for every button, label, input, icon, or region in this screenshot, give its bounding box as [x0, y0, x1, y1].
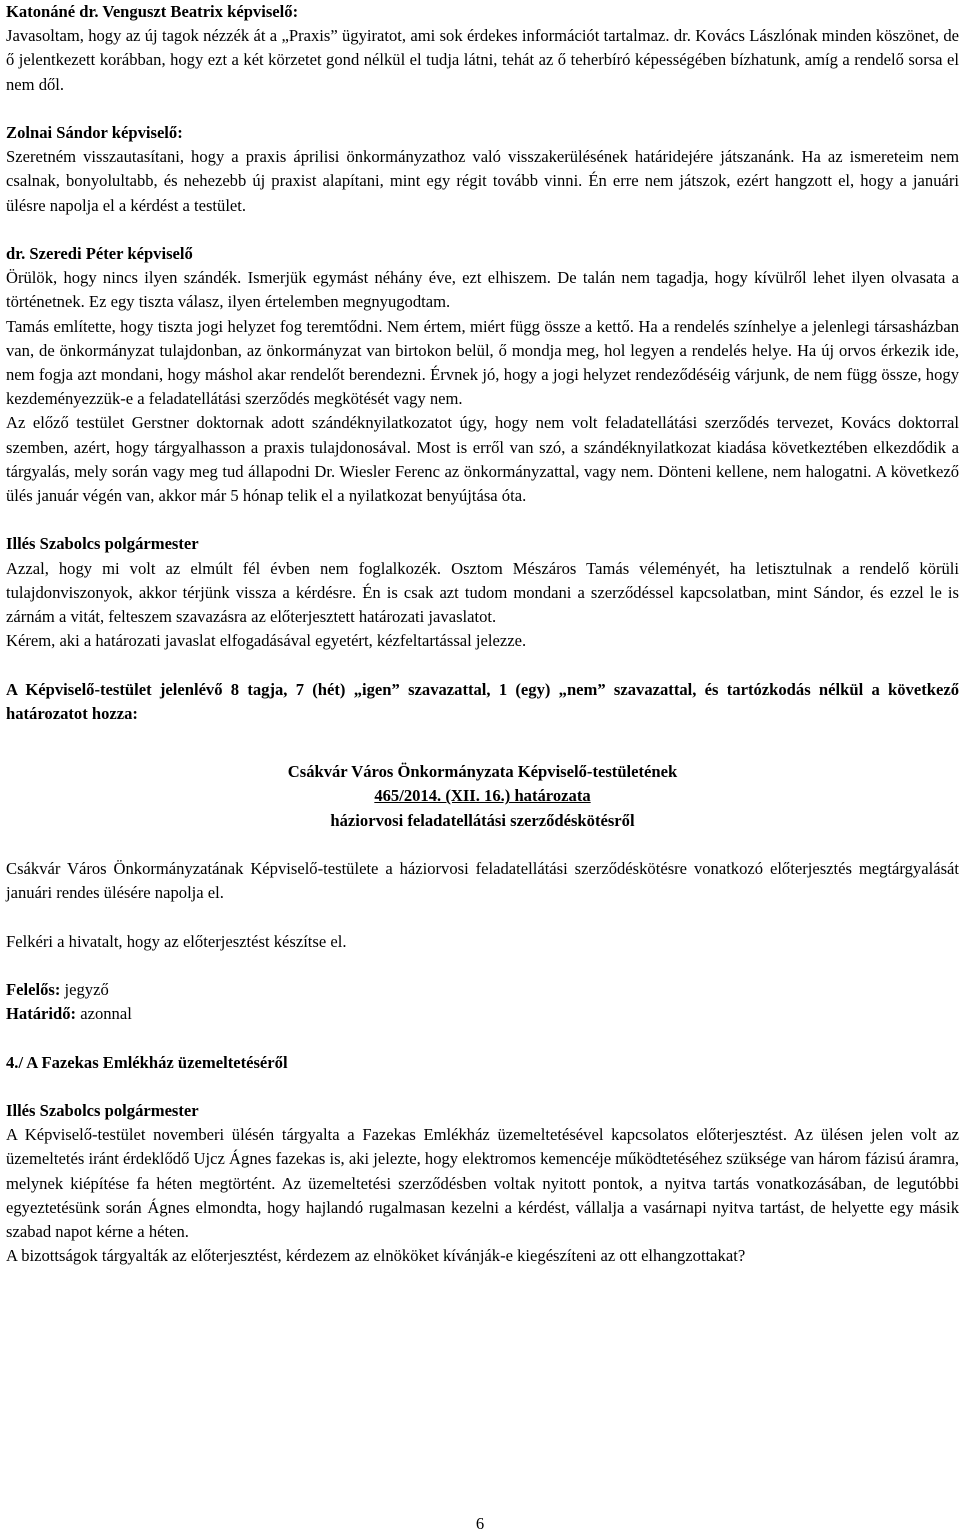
field-value: jegyző	[60, 980, 109, 999]
field-value: azonnal	[76, 1004, 132, 1024]
resolution-title: háziorvosi feladatellátási szerződéskötésről	[330, 810, 635, 830]
spacer	[6, 1075, 959, 1099]
paragraph: Csákvár Város Önkormányzatának Képviselő-testülete a háziorvosi feladatellátási szerződéskötésre vonatkozó előterjesztés megtárgyalását januári rendes ülésére napolja el.	[6, 859, 959, 903]
speaker-heading: Illés Szabolcs polgármester	[6, 534, 199, 554]
spacer	[6, 653, 959, 677]
spacer	[6, 905, 959, 929]
paragraph: A bizottságok tárgyalták az előterjesztést, kérdezem az elnököket kívánják-e kiegészíteni az ott elhangzottakat?	[6, 1246, 746, 1266]
labeled-line	[6, 978, 959, 1002]
speaker-heading: 4./ A Fazekas Emlékház üzemeltetéséről	[6, 1052, 288, 1072]
paragraph: Javasoltam, hogy az új tagok nézzék át a „Praxis” ügyiratot, ami sok érdekes információt tartalmaz. dr. Kovács Lászlónak minden köszönet, de ő jelentkezett korábban, hogy ezt a két körzetet gond nélkül el tudja látni, tehát az ő teherbíró képességében bízhatunk, amíg a rendelő sorsa el nem dől.	[6, 26, 959, 94]
spacer	[6, 1026, 959, 1050]
spacer	[6, 726, 959, 750]
spacer	[6, 833, 959, 857]
speaker-heading: Zolnai Sándor képviselő:	[6, 123, 183, 142]
document-page	[6, 0, 959, 1268]
paragraph: Kérem, aki a határozati javaslat elfogadásával egyetért, kézfeltartással jelezze.	[6, 631, 527, 651]
spacer	[6, 218, 959, 242]
spacer	[6, 508, 959, 532]
paragraph: A Képviselő-testület novemberi ülésén tárgyalta a Fazekas Emlékház üzemeltetésével kapcsolatos előterjesztést. Az ülésen jelen volt az üzemeltetés iránt érdeklődő Ujcz Ágnes fazekas is, aki jelezte, hogy elektromos kemencéje működtetéséhez szüksége van három fázisú áramra, melynek kiépítése fa héten megtörtént. Az üzemeltetési szerződésben voltak nyitott pontok, a nyitva tartás vonatkozásában, de legutóbbi egyeztetésünk során Ágnes elmondta, hogy hajlandó rugalmasan kezelni a kérdést, vállalja a vasárnapi nyitva tartást, de helyette egy másik szabad napot kérne a héten.	[6, 1125, 959, 1241]
field-label: Felelős:	[6, 980, 61, 999]
resolution-number: 465/2014. (XII. 16.) határozata	[374, 786, 591, 806]
speaker-heading: Katonáné dr. Venguszt Beatrix képviselő:	[6, 2, 299, 21]
field-label: Határidő:	[6, 1004, 77, 1024]
resolution-number-line	[6, 784, 959, 808]
resolution-title: Csákvár Város Önkormányzata Képviselő-testületének	[287, 762, 678, 782]
vote-result-paragraph: A Képviselő-testület jelenlévő 8 tagja, 7 (hét) „igen” szavazattal, 1 (egy) „nem” szavazattal, és tartózkodás nélkül a következő határozatot hozza:	[6, 679, 959, 723]
paragraph: Örülök, hogy nincs ilyen szándék. Ismerjük egymást néhány éve, ezt elhiszem. De talán nem tagadja, hogy kívülről lehet ilyen olvasata a történetnek. Ez egy tiszta válasz, ilyen értelemben megnyugodtam.	[6, 268, 959, 312]
document-body	[6, 0, 959, 1268]
page-number: 6	[475, 1514, 485, 1533]
paragraph: Felkéri a hivatalt, hogy az előterjesztést készítse el.	[6, 931, 347, 951]
spacer	[6, 954, 959, 978]
speaker-heading: dr. Szeredi Péter képviselő	[6, 244, 193, 263]
paragraph: Az előző testület Gerstner doktornak adott szándéknyilatkozatot úgy, hogy nem volt feladatellátási szerződés tervezet, Kovács doktorral szemben, azért, hogy tárgyalhasson a praxis tulajdonosával. Most is erről van szó, a szándéknyilatkozat kiadása következtében elkezdődik a tárgyalás, mely során vagy meg tud állapodni Dr. Wiesler Ferenc az önkormányzattal, vagy nem. Dönteni kellene, nem halogatni. A következő ülés január végén van, akkor már 5 hónap telik el a nyilatkozat benyújtása óta.	[6, 413, 959, 506]
paragraph: Azzal, hogy mi volt az elmúlt fél évben nem foglalkozék. Osztom Mészáros Tamás véleményét, ha letisztulnak a rendelő körüli tulajdonviszonyok, akkor térjünk vissza a kérdésre. Én is csak azt tudom mondani a szerződéssel kapcsolatban, mint Sándor, és ezzel le is zárnám a vitát, felteszem szavazásra az előterjesztett határozati javaslatot.	[6, 558, 959, 627]
paragraph: Tamás említette, hogy tiszta jogi helyzet fog teremtődni. Nem értem, miért függ össze a kettő. Ha a rendelés színhelye a jelenlegi társasházban van, de önkormányzat tulajdonban, az önkormányzat van birtokon belül, ő mondja meg, hol legyen a rendelés helye. Ha új orvos érkezik ide, nem fogja azt mondani, hogy máshol akar rendelőt berendezni. Érvnek jó, hogy a jogi helyzet rendeződéséig várjunk, de nem függ össze, hogy kezdeményezzük-e a feladatellátási szerződés megkötését vagy nem.	[6, 316, 959, 409]
speaker-heading: Illés Szabolcs polgármester	[6, 1100, 199, 1120]
paragraph: Szeretném visszautasítani, hogy a praxis áprilisi önkormányzathoz való visszakerülésének határidejére játszanánk. Ha az ismereteim nem csalnak, bonyolultabb, és nehezebb új praxist alapítani, mint egy régit tovább vinni. Én erre nem játszok, ezért hangzott el, hogy a januári ülésre napolja el a kérdést a testület.	[6, 147, 959, 215]
labeled-line	[6, 1002, 959, 1026]
spacer	[6, 750, 959, 760]
spacer	[6, 97, 959, 121]
